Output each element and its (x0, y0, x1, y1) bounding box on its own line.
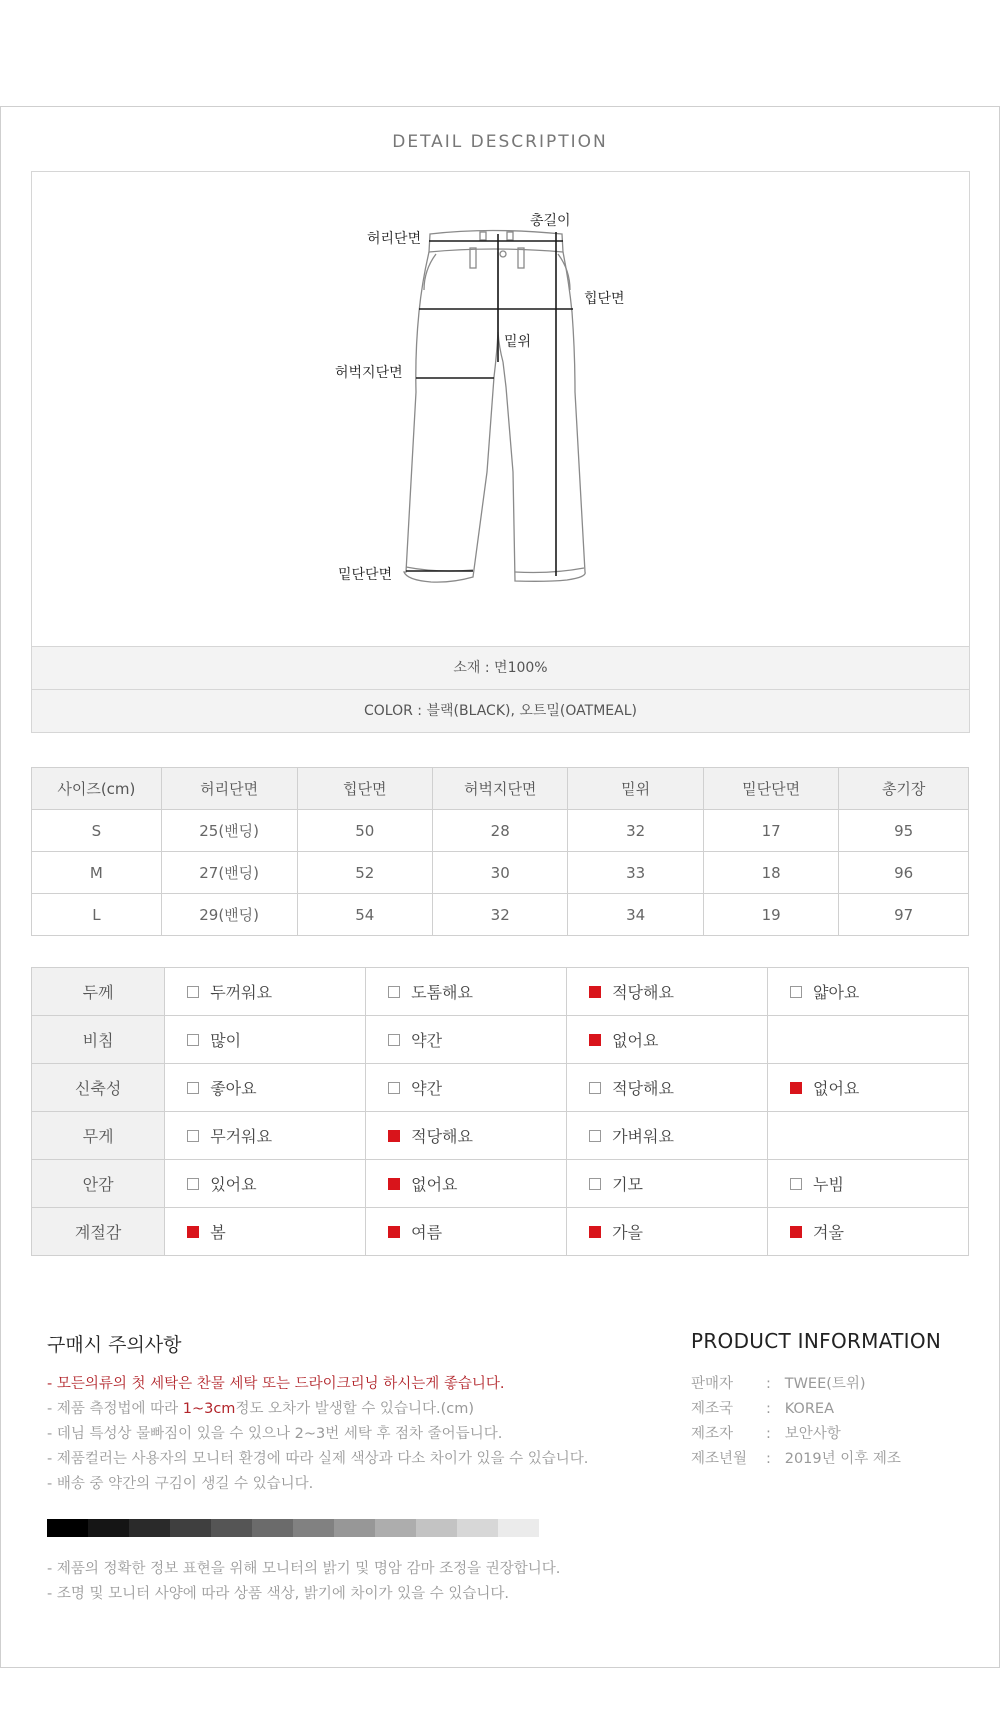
feel-option (165, 968, 366, 1016)
feel-label: 두께 (32, 968, 165, 1016)
feel-option (366, 1112, 567, 1160)
feel-option-text: 없어요 (411, 1175, 458, 1194)
table-row (32, 894, 969, 936)
feel-option (567, 1160, 768, 1208)
notice-line: - 제품컬러는 사용자의 모니터 환경에 따라 실제 색상과 다소 차이가 있을 수 있습니다. (47, 1451, 589, 1467)
feel-option (567, 1064, 768, 1112)
header-cell: 밑위 (568, 768, 703, 810)
empty-cell (768, 1016, 969, 1064)
checked-box-icon (388, 1130, 400, 1142)
unchecked-box-icon (589, 1130, 601, 1142)
unchecked-box-icon (388, 986, 400, 998)
empty-cell (768, 1112, 969, 1160)
grayscale-swatch (88, 1519, 129, 1537)
table-cell: 27(밴딩) (161, 852, 297, 894)
table-cell: 28 (432, 810, 567, 852)
feel-option (768, 1064, 969, 1112)
feel-label: 신축성 (32, 1064, 165, 1112)
unchecked-box-icon (388, 1034, 400, 1046)
feel-option (768, 1160, 969, 1208)
feel-option (165, 1112, 366, 1160)
feel-option-text: 없어요 (612, 1031, 659, 1050)
table-cell: 30 (432, 852, 567, 894)
feel-row (32, 1208, 969, 1256)
feel-option-text: 약간 (411, 1031, 443, 1050)
notice-line: - 제품의 정확한 정보 표현을 위해 모니터의 밝기 및 명암 감마 조정을 권장합니다. (47, 1561, 561, 1577)
label-total-length: 총길이 (530, 213, 571, 229)
pants-illustration (32, 172, 969, 647)
info-value: KOREA (784, 1401, 835, 1417)
table-cell: 97 (839, 894, 969, 936)
unchecked-box-icon (388, 1082, 400, 1094)
header-cell: 힙단면 (297, 768, 432, 810)
feel-row (32, 968, 969, 1016)
feel-option-text: 가벼워요 (612, 1127, 674, 1146)
notice-highlight: 1~3cm (182, 1401, 236, 1417)
info-key: 판매자 (691, 1376, 734, 1392)
label-rise: 밑위 (504, 334, 532, 350)
feel-option (165, 1208, 366, 1256)
product-info-row (691, 1372, 901, 1397)
table-cell: 17 (703, 810, 838, 852)
table-cell: 50 (297, 810, 432, 852)
product-info-row (691, 1397, 901, 1422)
feel-option-text: 적당해요 (612, 1079, 674, 1098)
feel-option-text: 약간 (411, 1079, 443, 1098)
info-sep: : (766, 1376, 785, 1392)
feel-option (768, 968, 969, 1016)
feel-option (366, 1160, 567, 1208)
feel-option (165, 1160, 366, 1208)
grayscale-swatch (252, 1519, 293, 1537)
grayscale-swatch (457, 1519, 498, 1537)
product-info-row (691, 1447, 901, 1472)
grayscale-swatch (47, 1519, 88, 1537)
feel-option (165, 1064, 366, 1112)
feel-option-text: 많이 (210, 1031, 242, 1050)
feel-option-text: 도톰해요 (411, 983, 473, 1002)
info-key: 제조년월 (691, 1451, 748, 1467)
notice-title: 구매시 주의사항 (47, 1334, 182, 1356)
grayscale-swatch (375, 1519, 416, 1537)
feel-option-text: 봄 (210, 1223, 226, 1242)
grayscale-swatch (129, 1519, 170, 1537)
feel-option-text: 겨울 (813, 1223, 844, 1242)
table-row (32, 810, 969, 852)
table-cell: 25(밴딩) (161, 810, 297, 852)
product-info-title: PRODUCT INFORMATION (691, 1329, 942, 1353)
feel-option (366, 968, 567, 1016)
table-cell: 95 (839, 810, 969, 852)
feel-option-text: 여름 (411, 1223, 443, 1242)
table-cell: 96 (839, 852, 969, 894)
header-cell: 총기장 (839, 768, 969, 810)
notice-line: - 데님 특성상 물빠짐이 있을 수 있으나 2~3번 세탁 후 점차 줄어듭니다. (47, 1426, 503, 1442)
unchecked-box-icon (187, 1034, 199, 1046)
header-cell: 허벅지단면 (432, 768, 567, 810)
info-value: 보안사항 (784, 1426, 841, 1442)
feel-option-text: 가을 (612, 1223, 643, 1242)
feel-option-text: 두꺼워요 (210, 983, 273, 1002)
unchecked-box-icon (589, 1082, 601, 1094)
label-hip: 힙단면 (584, 291, 625, 307)
feel-option (165, 1016, 366, 1064)
feel-label: 비침 (32, 1016, 165, 1064)
notice-line: - 배송 중 약간의 구김이 생길 수 있습니다. (47, 1476, 314, 1492)
feel-option-text: 있어요 (210, 1175, 257, 1194)
table-cell: L (32, 894, 162, 936)
info-value: 2019년 이후 제조 (784, 1451, 901, 1467)
product-info-row (691, 1422, 901, 1447)
table-cell: M (32, 852, 162, 894)
notice-line (47, 1397, 588, 1422)
size-table-header (32, 768, 969, 810)
feel-option (366, 1016, 567, 1064)
table-cell: 34 (568, 894, 703, 936)
table-cell: 29(밴딩) (161, 894, 297, 936)
monitor-notice (47, 1557, 560, 1607)
unchecked-box-icon (790, 1178, 802, 1190)
feel-option (567, 1208, 768, 1256)
notice-list (47, 1372, 588, 1497)
feel-row (32, 1064, 969, 1112)
checked-box-icon (388, 1226, 400, 1238)
header-cell: 허리단면 (161, 768, 297, 810)
feel-option (567, 968, 768, 1016)
table-row (32, 852, 969, 894)
label-waist: 허리단면 (367, 231, 422, 247)
grayscale-swatch (334, 1519, 375, 1537)
section-title: DETAIL DESCRIPTION (392, 132, 608, 152)
checked-box-icon (790, 1226, 802, 1238)
feel-label: 계절감 (32, 1208, 165, 1256)
info-key: 제조국 (691, 1401, 734, 1417)
header-cell: 밑단단면 (703, 768, 838, 810)
size-table (31, 767, 969, 936)
material-row: 소재 : 면100% (31, 646, 970, 690)
feel-option-text: 없어요 (813, 1079, 860, 1098)
info-sep: : (766, 1426, 785, 1442)
header-cell: 사이즈(cm) (32, 768, 162, 810)
table-cell: 19 (703, 894, 838, 936)
feel-option-text: 누빔 (813, 1175, 844, 1194)
table-cell: 33 (568, 852, 703, 894)
unchecked-box-icon (187, 986, 199, 998)
checked-box-icon (589, 1226, 601, 1238)
checked-box-icon (187, 1226, 199, 1238)
feel-option (366, 1064, 567, 1112)
grayscale-swatch (293, 1519, 334, 1537)
feel-option-text: 기모 (612, 1175, 643, 1194)
feel-label: 무게 (32, 1112, 165, 1160)
feel-option (366, 1208, 567, 1256)
info-key: 제조자 (691, 1426, 734, 1442)
feel-option (768, 1208, 969, 1256)
grayscale-swatch (498, 1519, 539, 1537)
feel-option-text: 무거워요 (210, 1127, 273, 1146)
measurement-diagram (31, 171, 970, 648)
feel-option (567, 1016, 768, 1064)
checked-box-icon (790, 1082, 802, 1094)
table-cell: S (32, 810, 162, 852)
notice-text: - 제품 측정법에 따라 (47, 1401, 183, 1417)
info-value: TWEE(트위) (784, 1376, 866, 1392)
feel-option-text: 적당해요 (612, 983, 674, 1002)
feel-row (32, 1112, 969, 1160)
feel-option-text: 적당해요 (411, 1127, 473, 1146)
grayscale-bar (47, 1519, 539, 1537)
feel-option-text: 좋아요 (210, 1079, 257, 1098)
feel-label: 안감 (32, 1160, 165, 1208)
grayscale-swatch (170, 1519, 211, 1537)
table-cell: 18 (703, 852, 838, 894)
notice-line: - 조명 및 모니터 사양에 따라 상품 색상, 밝기에 차이가 있을 수 있습니다. (47, 1586, 509, 1602)
feel-option-text: 얇아요 (813, 983, 860, 1002)
feel-row (32, 1160, 969, 1208)
color-row: COLOR : 블랙(BLACK), 오트밀(OATMEAL) (31, 689, 970, 733)
unchecked-box-icon (187, 1178, 199, 1190)
fabric-feel-table (31, 967, 969, 1256)
label-thigh: 허벅지단면 (335, 365, 403, 381)
feel-row (32, 1016, 969, 1064)
checked-box-icon (388, 1178, 400, 1190)
grayscale-swatch (211, 1519, 252, 1537)
grayscale-swatch (416, 1519, 457, 1537)
table-cell: 32 (568, 810, 703, 852)
table-cell: 52 (297, 852, 432, 894)
product-info-list (691, 1372, 901, 1472)
unchecked-box-icon (790, 986, 802, 998)
unchecked-box-icon (187, 1130, 199, 1142)
checked-box-icon (589, 986, 601, 998)
info-sep: : (766, 1451, 785, 1467)
checked-box-icon (589, 1034, 601, 1046)
unchecked-box-icon (589, 1178, 601, 1190)
unchecked-box-icon (187, 1082, 199, 1094)
feel-option (567, 1112, 768, 1160)
notice-line: - 모든의류의 첫 세탁은 찬물 세탁 또는 드라이크리닝 하시는게 좋습니다. (47, 1376, 505, 1392)
label-hem: 밑단단면 (338, 567, 393, 583)
info-sep: : (766, 1401, 785, 1417)
table-cell: 32 (432, 894, 567, 936)
table-cell: 54 (297, 894, 432, 936)
notice-text: 정도 오차가 발생할 수 있습니다.(cm) (235, 1401, 474, 1417)
